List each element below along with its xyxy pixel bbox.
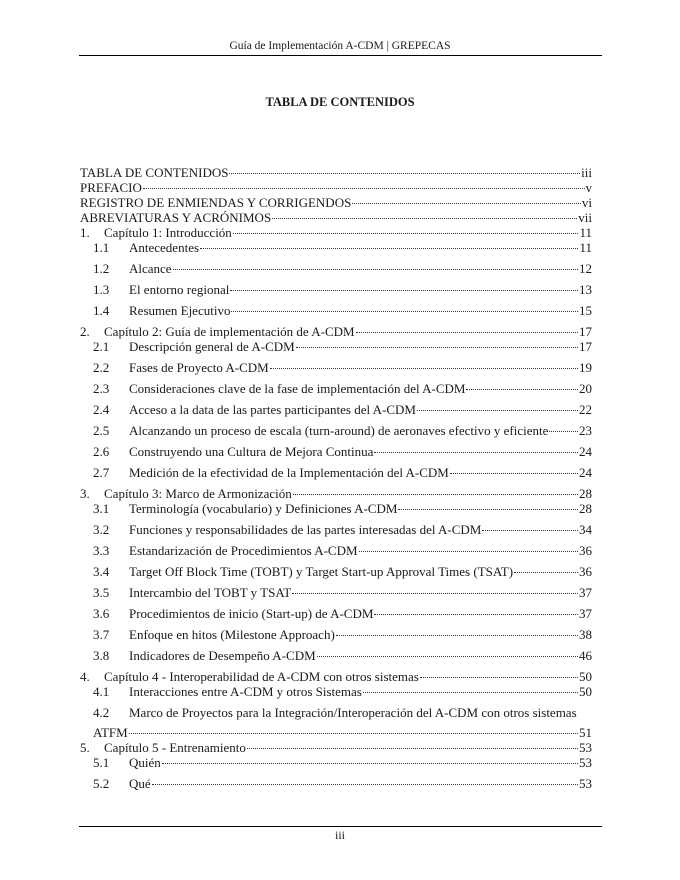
toc-label: Qué xyxy=(129,776,151,791)
dot-leader xyxy=(374,452,578,453)
toc-number: 4. xyxy=(80,669,90,684)
toc-number: 3.1 xyxy=(93,501,110,516)
toc-label: Alcanzando un proceso de escala (turn-around) de aeronaves efectivo y eficiente xyxy=(129,423,549,438)
dot-leader xyxy=(129,733,578,734)
dot-leader xyxy=(336,635,578,636)
toc-number: 1.3 xyxy=(93,282,110,297)
toc-entry[interactable] xyxy=(80,195,592,210)
toc-page-number: 36 xyxy=(579,564,592,579)
toc-number: 3.5 xyxy=(93,585,110,600)
toc-entry[interactable] xyxy=(80,381,592,396)
toc-number: 3.2 xyxy=(93,522,110,537)
toc-number: 3.3 xyxy=(93,543,110,558)
dot-leader xyxy=(270,368,578,369)
toc-entry[interactable] xyxy=(80,339,592,354)
toc-page-number: vii xyxy=(578,210,592,225)
toc-page-number: 11 xyxy=(579,225,592,240)
toc-label: Acceso a la data de las partes participantes del A-CDM xyxy=(129,402,416,417)
toc-label: Capítulo 1: Introducción xyxy=(104,225,232,240)
toc-number: 2.6 xyxy=(93,444,110,459)
toc-label: Resumen Ejecutivo xyxy=(129,303,231,318)
toc-number: 4.1 xyxy=(93,684,110,699)
toc-label: Construyendo una Cultura de Mejora Continua xyxy=(129,444,374,459)
toc-page-number: 34 xyxy=(579,522,592,537)
toc-page-number: 23 xyxy=(579,423,592,438)
toc-number: 2.2 xyxy=(93,360,110,375)
dot-leader xyxy=(363,692,578,693)
toc-label: Capítulo 4 - Interoperabilidad de A-CDM con otros sistemas xyxy=(104,669,419,684)
toc-entry[interactable] xyxy=(80,240,592,255)
toc-label: Medición de la efectividad de la Implementación del A-CDM xyxy=(129,465,449,480)
dot-leader xyxy=(162,763,578,764)
toc-number: 3.4 xyxy=(93,564,110,579)
toc-number: 1.1 xyxy=(93,240,110,255)
toc-page-number: 46 xyxy=(579,648,592,663)
toc-label: Target Off Block Time (TOBT) y Target Start-up Approval Times (TSAT) xyxy=(129,564,514,579)
toc-label: Capítulo 3: Marco de Armonización xyxy=(104,486,292,501)
toc-label-continuation: ATFM xyxy=(93,725,128,740)
toc-page-number: 53 xyxy=(579,755,592,770)
toc-entry[interactable] xyxy=(80,402,592,417)
toc-label: PREFACIO xyxy=(80,180,142,195)
header-rule xyxy=(79,55,602,56)
toc-entry[interactable] xyxy=(80,627,592,642)
toc-label: Procedimientos de inicio (Start-up) de A-CDM xyxy=(129,606,374,621)
toc-page-number: 12 xyxy=(579,261,592,276)
toc-number: 5.1 xyxy=(93,755,110,770)
toc-entry[interactable] xyxy=(80,776,592,791)
dot-leader xyxy=(247,748,578,749)
toc-page-number: 11 xyxy=(579,240,592,255)
toc-entry[interactable] xyxy=(80,324,592,339)
toc-label: Interacciones entre A-CDM y otros Sistemas xyxy=(129,684,362,699)
toc-entry[interactable] xyxy=(80,669,592,684)
toc-entry[interactable] xyxy=(80,543,592,558)
toc-label: Antecedentes xyxy=(129,240,200,255)
dot-leader xyxy=(482,530,578,531)
toc-entry[interactable] xyxy=(80,303,592,318)
dot-leader xyxy=(272,218,577,219)
toc-number: 4.2 xyxy=(93,705,110,720)
toc-number: 2.5 xyxy=(93,423,110,438)
toc-label: Capítulo 5 - Entrenamiento xyxy=(104,740,246,755)
dot-leader xyxy=(230,290,578,291)
toc-page-number: v xyxy=(585,180,592,195)
toc-number: 1.2 xyxy=(93,261,110,276)
dot-leader xyxy=(417,410,578,411)
dot-leader xyxy=(317,656,578,657)
toc-number: 2.4 xyxy=(93,402,110,417)
toc-number: 1.4 xyxy=(93,303,110,318)
toc-page-number: 28 xyxy=(579,501,592,516)
toc-page-number: 22 xyxy=(579,402,592,417)
toc-page-number: 17 xyxy=(579,339,592,354)
toc-label: Fases de Proyecto A-CDM xyxy=(129,360,269,375)
dot-leader xyxy=(200,248,578,249)
dot-leader xyxy=(514,572,578,573)
toc-page-number: 19 xyxy=(579,360,592,375)
toc-entry[interactable] xyxy=(80,740,592,755)
toc-page-number: 50 xyxy=(579,684,592,699)
toc-number: 3. xyxy=(80,486,90,501)
dot-leader xyxy=(233,233,579,234)
dot-leader xyxy=(293,494,578,495)
toc-entry[interactable] xyxy=(80,564,592,579)
toc-page-number: iii xyxy=(581,165,592,180)
toc-entry[interactable] xyxy=(80,423,592,438)
toc-entry[interactable] xyxy=(80,725,592,740)
toc-page-number: 24 xyxy=(579,465,592,480)
dot-leader xyxy=(549,431,578,432)
toc-label: REGISTRO DE ENMIENDAS Y CORRIGENDOS xyxy=(80,195,352,210)
toc-entry[interactable] xyxy=(80,522,592,537)
toc-label: ABREVIATURAS Y ACRÓNIMOS xyxy=(80,210,272,225)
dot-leader xyxy=(173,269,578,270)
toc-number: 5. xyxy=(80,740,90,755)
toc-page-number: 20 xyxy=(579,381,592,396)
toc-number: 2. xyxy=(80,324,90,339)
toc-page-number: 15 xyxy=(579,303,592,318)
toc-label: Enfoque en hitos (Milestone Approach) xyxy=(129,627,335,642)
toc-page-number: 38 xyxy=(579,627,592,642)
toc-number: 5.2 xyxy=(93,776,110,791)
toc-page-number: 53 xyxy=(579,740,592,755)
toc-page-number: 28 xyxy=(579,486,592,501)
toc-entry[interactable] xyxy=(80,648,592,663)
toc-entry[interactable] xyxy=(80,261,592,276)
toc-page-number: vi xyxy=(581,195,592,210)
toc-entry[interactable] xyxy=(80,501,592,516)
dot-leader xyxy=(143,188,585,189)
toc-label: Marco de Proyectos para la Integración/Interoperación del A-CDM con otros sistemas xyxy=(129,705,577,720)
toc-label: Alcance xyxy=(129,261,172,276)
toc-page-number: 53 xyxy=(579,776,592,791)
toc-label: El entorno regional xyxy=(129,282,230,297)
dot-leader xyxy=(466,389,578,390)
dot-leader xyxy=(292,593,578,594)
dot-leader xyxy=(352,203,581,204)
toc-page-number: 24 xyxy=(579,444,592,459)
toc-label: Indicadores de Desempeño A-CDM xyxy=(129,648,316,663)
dot-leader xyxy=(420,677,578,678)
toc-entry[interactable] xyxy=(80,606,592,621)
dot-leader xyxy=(229,173,580,174)
toc-number: 2.1 xyxy=(93,339,110,354)
toc-entry[interactable] xyxy=(80,210,592,225)
dot-leader xyxy=(356,332,578,333)
dot-leader xyxy=(359,551,578,552)
toc-entry[interactable] xyxy=(80,486,592,501)
toc-label: Consideraciones clave de la fase de implementación del A-CDM xyxy=(129,381,466,396)
toc-entry[interactable] xyxy=(80,585,592,600)
toc-label: Intercambio del TOBT y TSAT xyxy=(129,585,292,600)
toc-entry-line xyxy=(93,705,577,720)
toc-label: Funciones y responsabilidades de las partes interesadas del A-CDM xyxy=(129,522,482,537)
toc-page-number: 37 xyxy=(579,606,592,621)
toc-number: 1. xyxy=(80,225,90,240)
toc-number: 3.8 xyxy=(93,648,110,663)
toc-label: Quién xyxy=(129,755,161,770)
toc-number: 2.3 xyxy=(93,381,110,396)
toc-label: Estandarización de Procedimientos A-CDM xyxy=(129,543,358,558)
toc-page-number: 50 xyxy=(579,669,592,684)
toc-label: Descripción general de A-CDM xyxy=(129,339,295,354)
dot-leader xyxy=(450,473,578,474)
dot-leader xyxy=(398,509,578,510)
running-header: Guía de Implementación A-CDM | GREPECAS xyxy=(229,40,451,52)
toc-label: Capítulo 2: Guía de implementación de A-CDM xyxy=(104,324,355,339)
toc-entry[interactable] xyxy=(80,465,592,480)
footer-rule xyxy=(79,826,602,827)
dot-leader xyxy=(296,347,578,348)
toc-entry[interactable] xyxy=(80,282,592,297)
toc-label: Terminología (vocabulario) y Definiciones A-CDM xyxy=(129,501,398,516)
toc-entry[interactable] xyxy=(80,755,592,770)
toc-page-number: 13 xyxy=(579,282,592,297)
dot-leader xyxy=(374,614,578,615)
toc-entry[interactable] xyxy=(80,360,592,375)
toc-number: 3.6 xyxy=(93,606,110,621)
toc-entry[interactable] xyxy=(80,225,592,240)
toc-entry[interactable] xyxy=(80,180,592,195)
page-number: iii xyxy=(334,828,345,842)
toc-entry[interactable] xyxy=(80,165,592,180)
toc-number: 2.7 xyxy=(93,465,110,480)
toc-page-number: 37 xyxy=(579,585,592,600)
dot-leader xyxy=(231,311,578,312)
toc-page-number: 51 xyxy=(579,725,592,740)
page-title: TABLA DE CONTENIDOS xyxy=(265,95,415,109)
toc-entry[interactable] xyxy=(80,684,592,699)
toc-number: 3.7 xyxy=(93,627,110,642)
dot-leader xyxy=(152,784,578,785)
toc-entry[interactable] xyxy=(80,444,592,459)
toc-page-number: 17 xyxy=(579,324,592,339)
toc-page-number: 36 xyxy=(579,543,592,558)
toc-label: TABLA DE CONTENIDOS xyxy=(80,165,229,180)
